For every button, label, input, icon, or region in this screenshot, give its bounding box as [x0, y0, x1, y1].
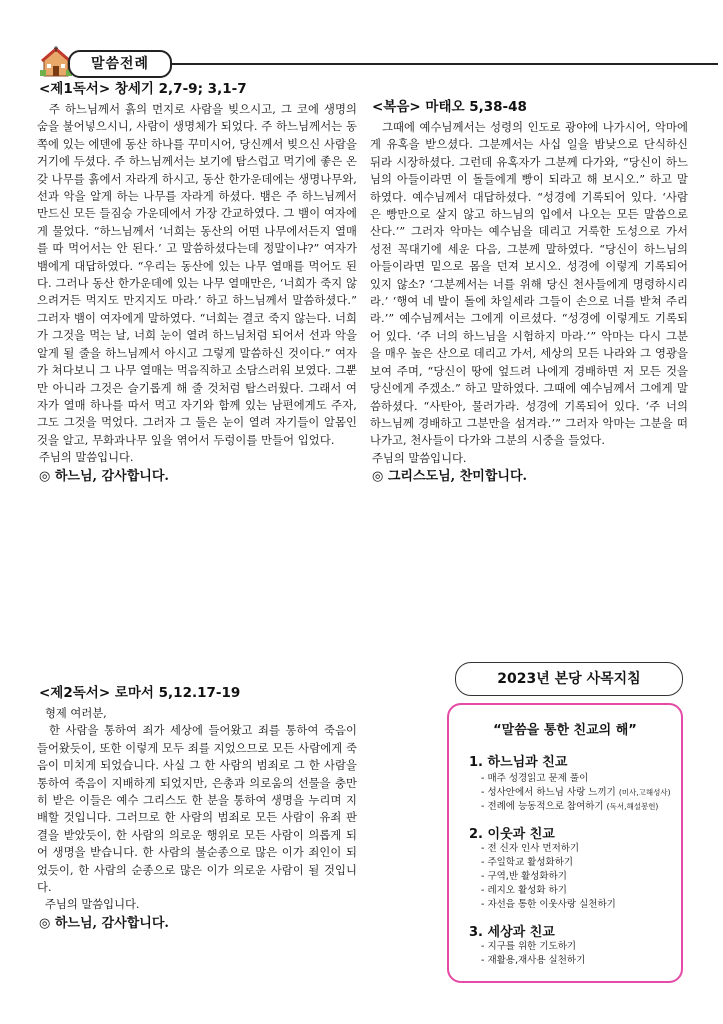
reading1-closing: 주님의 말씀입니다.: [39, 451, 134, 465]
reading2-title: <제2독서> 로마서 5,12.17-19: [39, 685, 241, 701]
reading2-closing: 주님의 말씀입니다.: [45, 898, 140, 912]
guidelines-item: - 재활용,재사용 실천하기: [481, 955, 586, 966]
reading2-section: [37, 684, 357, 934]
gospel-closing: 주님의 말씀입니다.: [372, 451, 467, 465]
guidelines-section-heading: 1. 하느님과 친교: [469, 755, 568, 770]
guidelines-theme: “말씀을 통한 친교의 해”: [493, 723, 637, 738]
reading2-text: 한 사람을 통하여 죄가 세상에 들어왔고 죄를 통하여 죽음이 들어왔듯이, 또한 이렇게 모두 죄를 지었으므로 모든 사람에게 죽음이 미치게 되었습니다. 사실 그 한 사람의 범죄로 그 한 사람을 통하여 죽음이 지배하게 되었지만, 은총과 의로움의 선물을 충만히 받은 이들은 예수 그리스도 한 분을 통하여 생명을 누리며 지배할 것입니다. 그러므로 한 사람의 범죄로 모든 사람이 유죄 판결을 받았듯이, 한 사람의 의로운 행위로 모든 사람이 의롭게 되어 생명을 받습니다. 한 사람의 불순종으로 많은 이가 죄인이 되었듯이, 한 사람의 순종으로 많은 이가 의로운 사람이 될 것입니다.: [37, 724, 357, 895]
guidelines-box: [447, 703, 683, 983]
guidelines-section-heading: 3. 세상과 친교: [469, 925, 555, 940]
guidelines-item: - 지구를 위한 기도하기: [481, 941, 577, 952]
gospel-section: [370, 98, 688, 487]
header-divider: [172, 63, 718, 65]
guidelines-item-row: [481, 801, 658, 813]
guidelines-item: - 성사안에서 하느님 사랑 느끼기: [481, 787, 616, 798]
reading1-section: [37, 80, 357, 487]
reading1-text: 주 하느님께서 흙의 먼지로 사람을 빚으시고, 그 코에 생명의 숨을 불어넣으시니, 사람이 생명체가 되었다. 주 하느님께서는 동쪽에 있는 에덴에 동산 하나를 꾸미시어, 당신께서 빚으신 사람을 거기에 두셨다. 주 하느님께서는 보기에 탐스럽고 먹기에 좋은 온갖 나무를 흙에서 자라게 하시고, 동산 한가운데에는 생명나무와, 선과 악을 알게 하는 나무를 자라게 하셨다. 뱀은 주 하느님께서 만드신 모든 들짐승 가운데에서 가장 간교하였다. 그 뱀이 여자에게 물었다. “하느님께서 ‘너희는 동산의 어떤 나무에서든지 열매를 따 먹어서는 안 된다.’ 고 말씀하셨다는데 정말이냐?” 여자가 뱀에게 대답하였다. “우리는 동산에 있는 나무 열매를 먹어도 된다. 그러나 동산 한가운데에 있는 나무 열매만은, ‘너희가 죽지 않으려거든 먹지도 만지지도 마라.’ 하고 하느님께서 말씀하셨다.” 그러자 뱀이 여자에게 말하였다. “너희는 결코 죽지 않는다. 너희가 그것을 먹는 날, 너희 눈이 열려 하느님처럼 되어서 선과 악을 알게 될 줄을 하느님께서 아시고 그렇게 말씀하신 것이다.” 여자가 쳐다보니 그 나무 열매는 먹음직하고 소담스러워 보였다. 그뿐만 아니라 그것은 슬기롭게 해 줄 것처럼 탐스러웠다. 그래서 여자가 열매 하나를 따서 먹고 자기와 함께 있는 남편에게도 주자, 그도 그것을 먹었다. 그러자 그 둘은 눈이 열려 자기들이 알몸인 것을 알고, 무화과나무 잎을 엮어서 두렁이를 만들어 입었다.: [37, 103, 357, 447]
guidelines-item-note: (미사,고해성사): [618, 788, 671, 797]
reading2-greeting: 형제 여러분,: [45, 707, 107, 720]
guidelines-item: - 전 신자 인사 먼저하기: [481, 843, 580, 854]
guidelines-item: - 자선을 통한 이웃사랑 실천하기: [481, 899, 616, 910]
guidelines-item: - 전례에 능동적으로 참여하기: [481, 801, 604, 812]
guidelines-item: - 매주 성경읽고 문제 풀이: [481, 773, 589, 784]
guidelines-item: - 레지오 활성화 하기: [481, 885, 567, 896]
header-label: 말씀전례: [68, 50, 172, 78]
guidelines-section-heading: 2. 이웃과 친교: [469, 827, 555, 842]
guidelines-item: - 구역,반 활성화하기: [481, 871, 567, 882]
gospel-response: ◎ 그리스도님, 찬미합니다.: [372, 469, 528, 485]
gospel-text: 그때에 예수님께서는 성령의 인도로 광야에 나가시어, 악마에게 유혹을 받으셨다. 그분께서는 사십 일을 밤낮으로 단식하신 뒤라 시장하셨다. 그런데 유혹자가 그분께 다가와, “당신이 하느님의 아들이라면 이 돌들에게 빵이 되라고 해 보시오.” 하고 말하였다. 예수님께서 대답하셨다. “성경에 기록되어 있다. ‘사람은 빵만으로 살지 않고 하느님의 입에서 나오는 모든 말씀으로 산다.’” 그러자 악마는 예수님을 데리고 거룩한 도성으로 가서 성전 꼭대기에 세운 다음, 그분께 말하였다. “당신이 하느님의 아들이라면 밑으로 몸을 던져 보시오. 성경에 이렇게 기록되어 있지 않소? ‘그분께서는 너를 위해 당신 천사들에게 명령하시리라.’ ‘행여 네 발이 돌에 차일세라 그들이 손으로 너를 받쳐 주리라.’” 예수님께서는 그에게 이르셨다. “성경에 이렇게도 기록되어 있다. ‘주 너의 하느님을 시험하지 마라.’” 악마는 다시 그분을 매우 높은 산으로 데리고 가서, 세상의 모든 나라와 그 영광을 보여 주며, “당신이 땅에 엎드려 나에게 경배하면 저 모든 것을 당신에게 주겠소.” 하고 말하였다. 그때에 예수님께서 그에게 말씀하셨다. “사탄아, 물러가라. 성경에 기록되어 있다. ‘주 너의 하느님께 경배하고 그분만을 섬겨라.’” 그러자 악마는 그분을 떠나가고, 천사들이 다가와 그분의 시중을 들었다.: [370, 121, 688, 448]
guidelines-item-note: (독서,해설봉헌): [606, 802, 659, 811]
reading2-response: ◎ 하느님, 감사합니다.: [39, 915, 169, 931]
reading1-title: <제1독서> 창세기 2,7-9; 3,1-7: [39, 81, 247, 97]
guidelines-title: 2023년 본당 사목지침: [455, 662, 683, 696]
guidelines-item: - 주일학교 활성화하기: [481, 857, 574, 868]
gospel-title: <복음> 마태오 5,38-48: [372, 99, 527, 115]
reading1-response: ◎ 하느님, 감사합니다.: [39, 468, 169, 484]
guidelines-item-row: [481, 787, 671, 799]
